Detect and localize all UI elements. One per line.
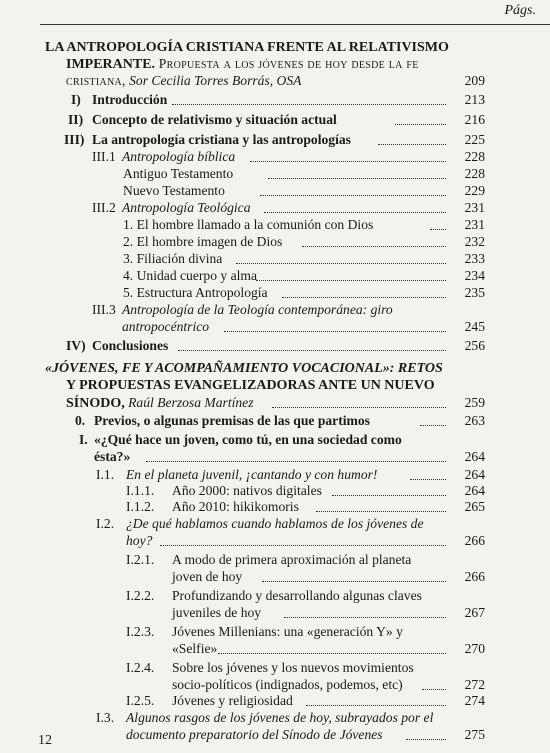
dot-leader <box>260 194 446 196</box>
toc-entry-page: 265 <box>464 499 485 514</box>
toc-entry-label-cont: documento preparatorio del Sínodo de Jóvenes <box>126 727 383 742</box>
toc-entry-label-cont: socio-políticos (indignados, podemos, etc) <box>172 677 403 692</box>
toc-entry-label: Concepto de relativismo y situación actual <box>92 112 337 127</box>
toc-entry-page: 272 <box>464 677 485 692</box>
dot-leader <box>420 424 446 426</box>
header-rule <box>40 24 550 25</box>
toc-entry-label: Jóvenes y religiosidad <box>172 693 293 708</box>
toc-entry-label-cont: joven de hoy <box>172 569 243 584</box>
dot-leader <box>236 262 446 264</box>
folio-page-number: 12 <box>38 733 52 748</box>
dot-leader <box>422 688 446 690</box>
toc-entry-label-cont: «Selfie» <box>172 641 218 656</box>
dot-leader <box>160 544 446 546</box>
toc-entry-page: 266 <box>464 533 485 548</box>
dot-leader <box>224 330 446 332</box>
toc-entry-page: 233 <box>464 251 485 266</box>
toc-num: I.1.2. <box>126 499 155 514</box>
dot-leader <box>282 296 446 298</box>
toc-num: III.1 <box>92 149 116 164</box>
toc-entry-page: 264 <box>464 483 485 498</box>
toc-entry-label: Antropología de la Teología contemporánea: giro <box>122 302 393 317</box>
toc-entry-label: Año 2000: nativos digitales <box>172 483 322 498</box>
toc-entry-label-cont: ésta?» <box>94 449 131 464</box>
section1-title-line2: IMPERANTE. Propuesta a los jóvenes de hoy desde la fe <box>66 56 419 72</box>
toc-entry-label: 4. Unidad cuerpo y alma <box>123 268 258 283</box>
toc-entry-page: 228 <box>464 166 485 181</box>
toc-entry-label: 3. Filiación divina <box>123 251 223 266</box>
toc-entry-label: «¿Qué hace un joven, como tú, en una sociedad como <box>94 432 402 447</box>
dot-leader <box>268 177 446 179</box>
dot-leader <box>218 652 446 654</box>
toc-entry-label: Año 2010: hikikomoris <box>172 499 299 514</box>
toc-num: III.2 <box>92 200 116 215</box>
toc-entry-label: Introducción <box>92 92 168 107</box>
toc-entry-label: Conclusiones <box>92 338 169 353</box>
toc-entry-label: 1. El hombre llamado a la comunión con Dios <box>123 217 374 232</box>
toc-entry-page: 232 <box>464 234 485 249</box>
toc-entry-label: En el planeta juvenil, ¡cantando y con humor! <box>126 467 378 482</box>
toc-entry-page: 270 <box>464 641 485 656</box>
toc-entry-page: 275 <box>464 727 485 742</box>
toc-num: II) <box>68 112 84 127</box>
toc-num: IV) <box>66 338 86 353</box>
toc-num: I.1.1. <box>126 483 155 498</box>
section2-title-page: 259 <box>464 395 485 410</box>
dot-leader <box>306 704 446 706</box>
dot-leader <box>146 460 446 462</box>
toc-entry-label: Jóvenes Millenians: una «generación Y» y <box>172 624 403 639</box>
toc-entry-page: 225 <box>464 132 485 147</box>
dot-leader <box>264 211 446 213</box>
toc-entry-label: 5. Estructura Antropología <box>123 285 268 300</box>
toc-num: I.2.4. <box>126 660 155 675</box>
toc-num: I. <box>79 432 88 447</box>
toc-entry-label: Previos, o algunas premisas de las que partimos <box>94 413 370 428</box>
toc-entry-page: 263 <box>464 413 485 428</box>
toc-entry-label-cont: hoy? <box>126 533 153 548</box>
toc-num: I.3. <box>96 710 115 725</box>
toc-num: I.2.5. <box>126 693 155 708</box>
dot-leader <box>250 160 446 162</box>
toc-num: III.3 <box>92 302 116 317</box>
dot-leader <box>172 103 446 105</box>
dot-leader <box>410 478 446 480</box>
toc-entry-label: Profundizando y desarrollando algunas claves <box>172 588 422 603</box>
toc-entry-page: 213 <box>464 92 485 107</box>
dot-leader <box>302 245 446 247</box>
dot-leader <box>262 580 446 582</box>
toc-num: I.2.2. <box>126 588 155 603</box>
toc-entry-label: Algunos rasgos de los jóvenes de hoy, subrayados por el <box>126 710 434 725</box>
toc-entry-label: Sobre los jóvenes y los nuevos movimientos <box>172 660 414 675</box>
section2-title-line3: SÍNODO, Raúl Berzosa Martínez <box>66 395 254 411</box>
toc-entry-page: 266 <box>464 569 485 584</box>
toc-entry-page: 264 <box>464 467 485 482</box>
toc-entry-label: ¿De qué hablamos cuando hablamos de los jóvenes de <box>126 516 424 531</box>
section2-title-line2: Y PROPUESTAS EVANGELIZADORAS ANTE UN NUEVO <box>66 378 435 393</box>
dot-leader <box>256 279 446 281</box>
dot-leader <box>430 228 446 230</box>
toc-num: I.2. <box>96 516 115 531</box>
toc-entry-page: 256 <box>464 338 485 353</box>
toc-entry-label-cont: antropocéntrico <box>122 319 210 334</box>
dot-leader <box>316 510 446 512</box>
section1-title-line1: LA ANTROPOLOGÍA CRISTIANA FRENTE AL RELATIVISMO <box>45 40 449 55</box>
toc-entry-page: 267 <box>464 605 485 620</box>
toc-entry-label-cont: juveniles de hoy <box>172 605 262 620</box>
toc-num: 0. <box>75 413 86 428</box>
toc-entry-label: 2. El hombre imagen de Dios <box>123 234 283 249</box>
toc-entry-page: 274 <box>464 693 485 708</box>
toc-num: I.2.1. <box>126 552 155 567</box>
toc-entry-label: Antropología bíblica <box>122 149 236 164</box>
dot-leader <box>284 616 446 618</box>
toc-entry-page: 229 <box>464 183 485 198</box>
toc-entry-label: Antiguo Testamento <box>123 166 234 181</box>
pages-column-header: Págs. <box>504 3 536 18</box>
section1-title-line3: cristiana, Sor Cecilia Torres Borrás, OSA <box>66 73 302 88</box>
toc-entry-label: Nuevo Testamento <box>123 183 225 198</box>
section1-title-page: 209 <box>464 73 485 88</box>
dot-leader <box>378 143 446 145</box>
toc-entry-page: 264 <box>464 449 485 464</box>
toc-num: I.1. <box>96 467 115 482</box>
toc-num: I) <box>71 92 81 107</box>
dot-leader <box>178 349 446 351</box>
toc-num: I.2.3. <box>126 624 155 639</box>
toc-entry-page: 228 <box>464 149 485 164</box>
toc-entry-page: 235 <box>464 285 485 300</box>
toc-entry-page: 231 <box>464 217 485 232</box>
toc-entry-page: 234 <box>464 268 485 283</box>
toc-entry-label: Antropología Teológica <box>122 200 251 215</box>
toc-num: III) <box>64 132 85 147</box>
dot-leader <box>406 738 446 740</box>
toc-entry-page: 245 <box>464 319 485 334</box>
dot-leader <box>332 494 446 496</box>
toc-entry-page: 216 <box>464 112 485 127</box>
toc-entry-page: 231 <box>464 200 485 215</box>
dot-leader <box>395 123 446 125</box>
section2-title-line1: «JÓVENES, FE Y ACOMPAÑAMIENTO VOCACIONAL»: RETOS <box>45 361 443 376</box>
dot-leader <box>272 406 446 408</box>
toc-entry-label: La antropología cristiana y las antropologías <box>92 132 351 147</box>
toc-entry-label: A modo de primera aproximación al planeta <box>172 552 412 567</box>
